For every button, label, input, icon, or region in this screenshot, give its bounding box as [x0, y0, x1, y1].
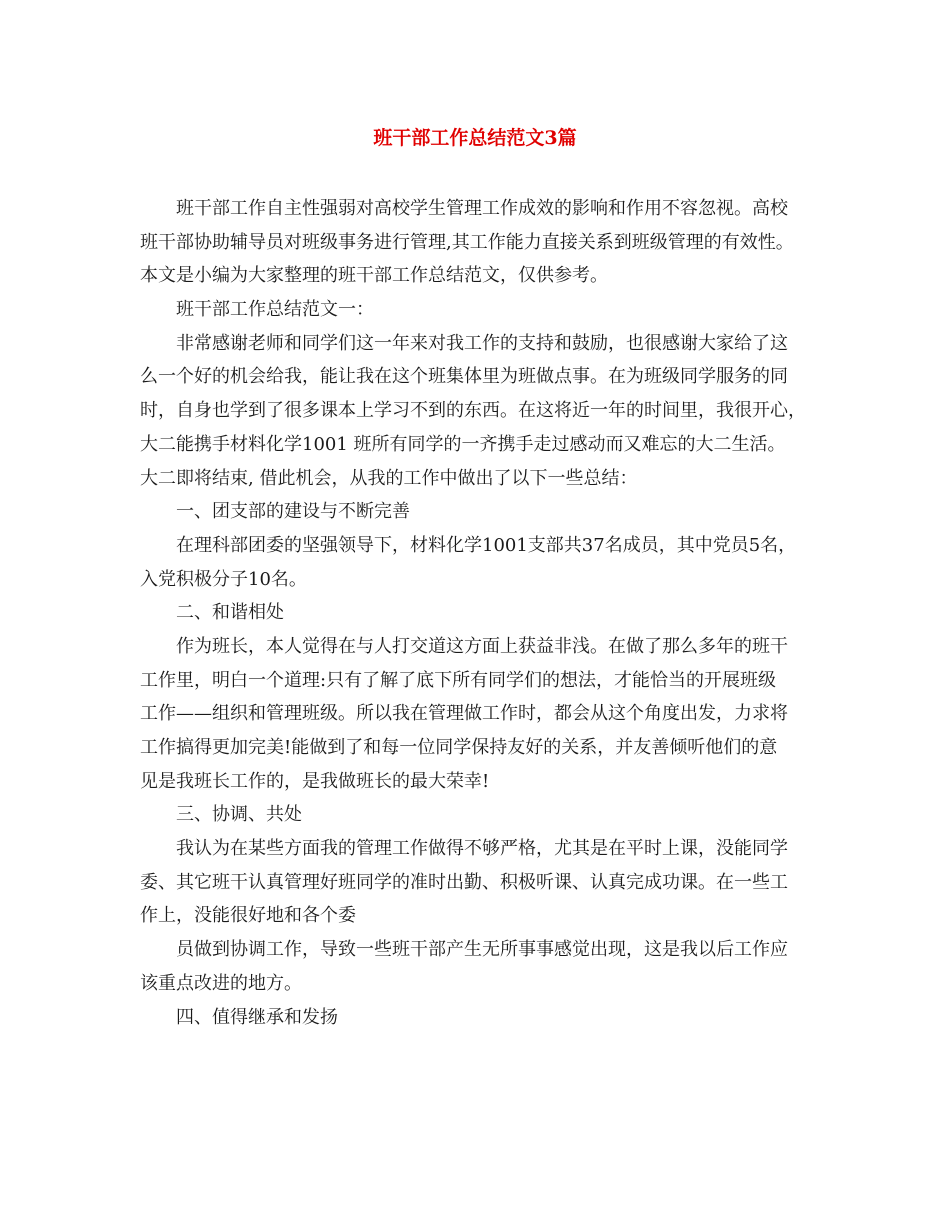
paragraph-line: 工作里，明白一个道理:只有了解了底下所有同学们的想法，才能恰当的开展班级 [140, 669, 777, 691]
paragraph-line: 本文是小编为大家整理的班干部工作总结范文，仅供参考。 [140, 265, 608, 287]
paragraph-line: 我认为在某些方面我的管理工作做得不够严格，尤其是在平时上课，没能同学 [176, 838, 788, 860]
section-heading: 一、团支部的建设与不断完善 [176, 501, 410, 523]
section-heading: 班干部工作总结范文一： [176, 299, 374, 321]
document-title: 班干部工作总结范文3篇 [373, 127, 577, 149]
paragraph-line: 时，自身也学到了很多课本上学习不到的东西。在这将近一年的时间里，我很开心， [140, 400, 806, 422]
paragraph-line: 大二即将结束, 借此机会，从我的工作中做出了以下一些总结： [140, 467, 638, 489]
paragraph-line: 班干部工作自主性强弱对高校学生管理工作成效的影响和作用不容忽视。高校 [176, 198, 788, 219]
paragraph-line: 该重点改进的地方。 [140, 972, 302, 994]
section-heading: 三、协调、共处 [176, 804, 302, 826]
paragraph-line: 委、其它班干认真管理好班同学的准时出勤、积极听课、认真完成功课。在一些工 [140, 871, 788, 893]
section-heading: 二、和谐相处 [176, 602, 284, 624]
paragraph-line: 大二能携手材料化学1001 班所有同学的一齐携手走过感动而又难忘的大二生活。 [140, 433, 786, 455]
paragraph-line: 非常感谢老师和同学们这一年来对我工作的支持和鼓励，也很感谢大家给了这 [176, 332, 788, 354]
paragraph-line: 在理科部团委的坚强领导下，材料化学1001支部共37名成员，其中党员5名， [176, 534, 797, 556]
section-heading: 四、值得继承和发扬 [176, 1006, 338, 1028]
paragraph-line: 入党积极分子10名。 [140, 568, 307, 590]
paragraph-line: 么一个好的机会给我，能让我在这个班集体里为班做点事。在为班级同学服务的同 [140, 366, 788, 388]
document-body [140, 192, 820, 1034]
paragraph-line: 员做到协调工作，导致一些班干部产生无所事事感觉出现，这是我以后工作应 [176, 939, 788, 961]
paragraph-line: 工作搞得更加完美!能做到了和每一位同学保持友好的关系，并友善倾听他们的意 [140, 737, 778, 758]
paragraph-line: 见是我班长工作的，是我做班长的最大荣幸! [140, 770, 490, 792]
paragraph-line: 作上，没能很好地和各个委 [140, 905, 356, 927]
paragraph-line: 作为班长，本人觉得在与人打交道这方面上获益非浅。在做了那么多年的班干 [176, 635, 788, 657]
paragraph-line: 工作——组织和管理班级。所以我在管理做工作时，都会从这个角度出发，力求将 [140, 703, 788, 725]
paragraph-line: 班干部协助辅导员对班级事务进行管理,其工作能力直接关系到班级管理的有效性。 [140, 231, 794, 253]
